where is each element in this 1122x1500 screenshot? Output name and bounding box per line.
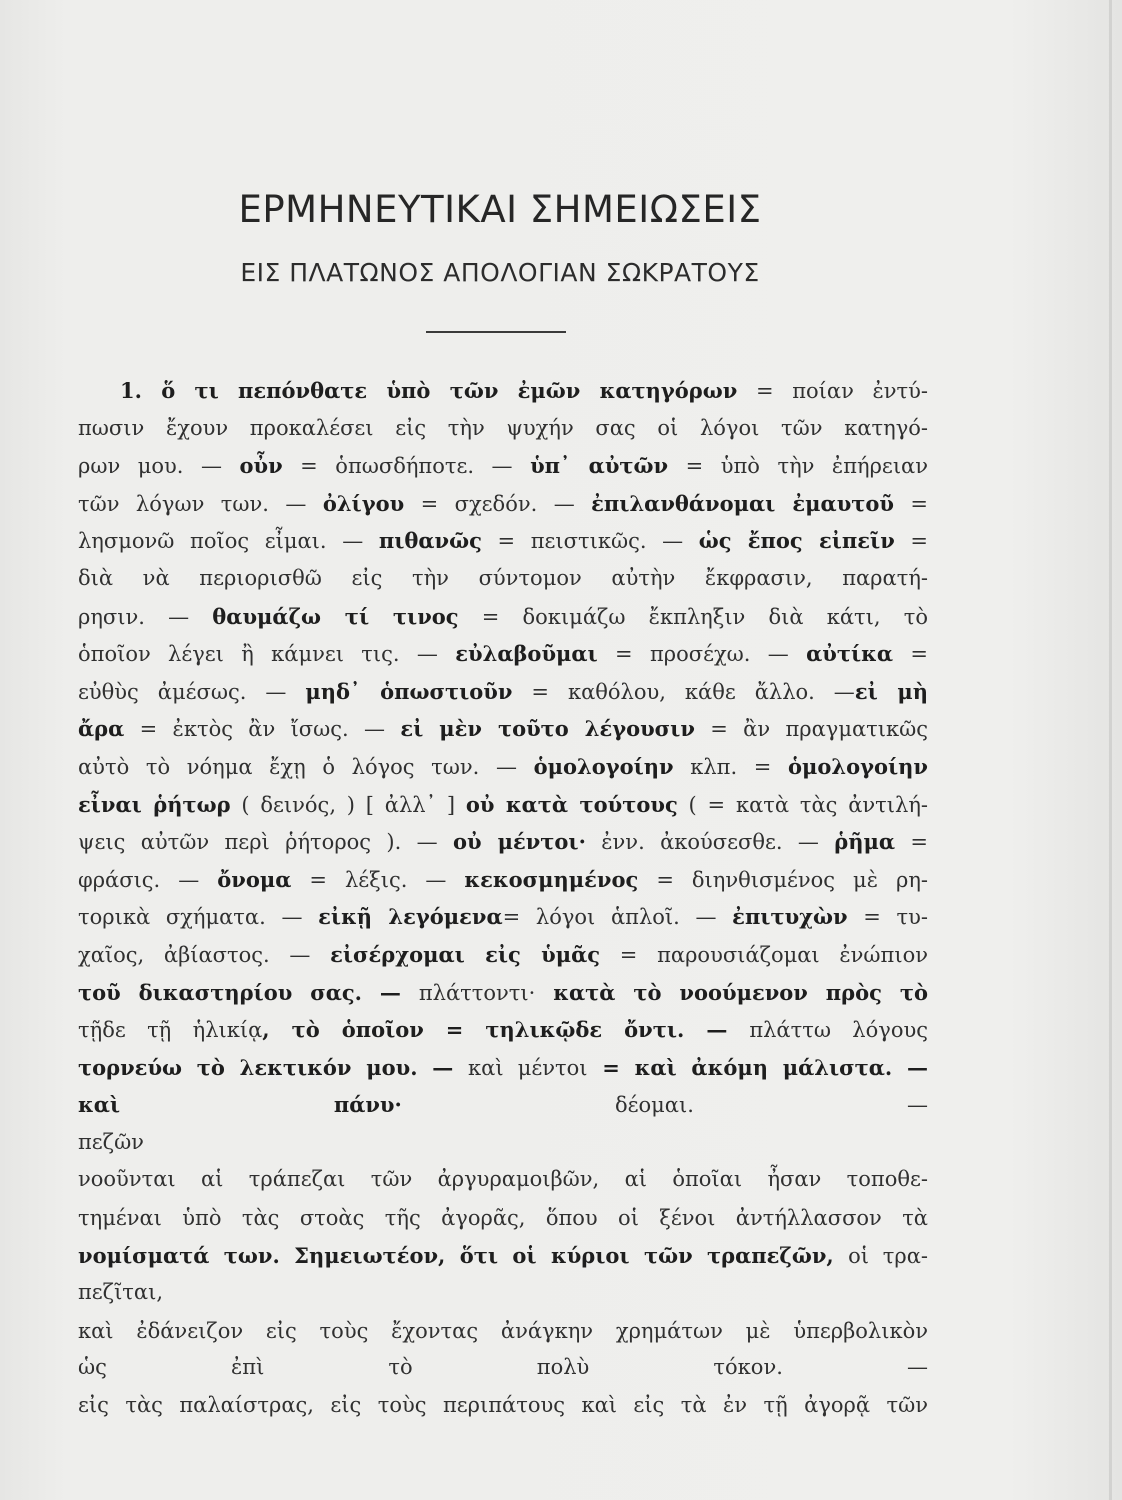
text-line-5: λησμονῶ ποῖος εἶμαι. — πιθανῶς = πειστικῶς. — ὡς ἔπος εἰπεῖν = bbox=[78, 528, 928, 554]
text-line-27: ὡς ἐπὶ τὸ πολὺ τόκον. — bbox=[78, 1355, 928, 1380]
text-line-20: καὶ πάνυ· δέομαι. — bbox=[78, 1092, 928, 1118]
text-line-21: πεζῶν bbox=[78, 1129, 144, 1154]
text-line-1: 1. ὅ τι πεπόνθατε ὑπὸ τῶν ἐμῶν κατηγόρων = ποίαν ἐντύ- bbox=[120, 378, 928, 403]
text-line-23: τημέναι ὑπὸ τὰς στοὰς τῆς ἀγορᾶς, ὅπου οἱ ξένοι ἀντήλλασσον τὰ bbox=[78, 1206, 928, 1231]
text-line-8: ὁποῖον λέγει ἢ κάμνει τις. — εὐλαβοῦμαι = προσέχω. — αὐτίκα = bbox=[78, 641, 929, 667]
text-line-13: ψεις αὐτῶν περὶ ῥήτορος ). — οὐ μέντοι· ἐνν. ἀκούσεσθε. — ῥῆμα = bbox=[78, 829, 928, 855]
text-line-6: διὰ νὰ περιορισθῶ εἰς τὴν σύντομον αὐτὴν ἔκφρασιν, παρατή- bbox=[78, 565, 928, 590]
text-line-10: ἄρα = ἐκτὸς ἂν ἴσως. — εἰ μὲν τοῦτο λέγουσιν = ἂν πραγματικῶς bbox=[78, 716, 929, 742]
page-title: ΕΡΜΗΝΕΥΤΙΚΑΙ ΣΗΜΕΙΩΣΕΙΣ bbox=[238, 188, 762, 231]
commentary-text bbox=[78, 372, 928, 1425]
text-line-22: νοοῦνται αἱ τράπεζαι τῶν ἀργυραμοιβῶν, αἱ ὁποῖαι ἦσαν τοποθε- bbox=[78, 1167, 928, 1192]
text-line-9: εὐθὺς ἀμέσως. — μηδ᾽ ὁπωστιοῦν = καθόλου, κάθε ἄλλο. —εἰ μὴ bbox=[78, 678, 928, 704]
text-line-25: πεζῖται, bbox=[78, 1280, 164, 1305]
text-line-11: αὐτὸ τὸ νόημα ἔχῃ ὁ λόγος των. — ὁμολογοίην κλπ. = ὁμολογοίην bbox=[78, 753, 928, 779]
text-line-7: ρησιν. — θαυμάζω τί τινος = δοκιμάζω ἔκπληξιν διὰ κάτι, τὸ bbox=[78, 603, 929, 629]
text-line-17: τοῦ δικαστηρίου σας. — πλάττοντι· κατὰ τὸ νοούμενον πρὸς τὸ bbox=[78, 979, 928, 1005]
text-line-19: τορνεύω τὸ λεκτικόν μου. — καὶ μέντοι = καὶ ἀκόμη μάλιστα. — bbox=[78, 1054, 928, 1080]
text-line-24: νομίσματά των. Σημειωτέον, ὅτι οἱ κύριοι τῶν τραπεζῶν, οἱ τρα- bbox=[78, 1242, 928, 1268]
page-edge bbox=[1109, 0, 1112, 1500]
page-subtitle: ΕΙΣ ΠΛΑΤΩΝΟΣ ΑΠΟΛΟΓΙΑΝ ΣΩΚΡΑΤΟΥΣ bbox=[240, 258, 760, 287]
text-line-12: εἶναι ῥήτωρ ( δεινός, ) [ ἀλλ᾽ ] οὐ κατὰ τούτους ( = κατὰ τὰς ἀντιλή- bbox=[78, 791, 929, 817]
text-line-2: πωσιν ἔχουν προκαλέσει εἰς τὴν ψυχήν σας οἱ λόγοι τῶν κατηγό- bbox=[78, 415, 928, 440]
text-line-3: ρων μου. — οὖν = ὁπωσδήποτε. — ὑπ᾽ αὐτῶν = ὑπὸ τὴν ἐπήρειαν bbox=[78, 453, 928, 479]
title-divider bbox=[426, 331, 566, 333]
text-line-4: τῶν λόγων των. — ὀλίγου = σχεδόν. — ἐπιλανθάνομαι ἐμαυτοῦ = bbox=[78, 490, 929, 516]
text-line-14: φράσις. — ὄνομα = λέξις. — κεκοσμημένος = διηνθισμένος μὲ ρη- bbox=[78, 866, 928, 892]
text-line-16: χαῖος, ἀβίαστος. — εἰσέρχομαι εἰς ὑμᾶς = παρουσιάζομαι ἐνώπιον bbox=[78, 941, 928, 967]
text-line-28: εἰς τὰς παλαίστρας, εἰς τοὺς περιπάτους καὶ εἰς τὰ ἐν τῇ ἀγορᾷ τῶν bbox=[78, 1393, 928, 1418]
text-line-26: καὶ ἐδάνειζον εἰς τοὺς ἔχοντας ἀνάγκην χρημάτων μὲ ὑπερβολικὸν bbox=[78, 1318, 928, 1343]
text-line-15: τορικὰ σχήματα. — εἰκῇ λεγόμενα= λόγοι ἁπλοῖ. — ἐπιτυχὼν = τυ- bbox=[78, 904, 928, 930]
text-line-18: τῇδε τῇ ἡλικίᾳ, τὸ ὁποῖον = τηλικῷδε ὄντι. — πλάττω λόγους bbox=[78, 1017, 928, 1043]
